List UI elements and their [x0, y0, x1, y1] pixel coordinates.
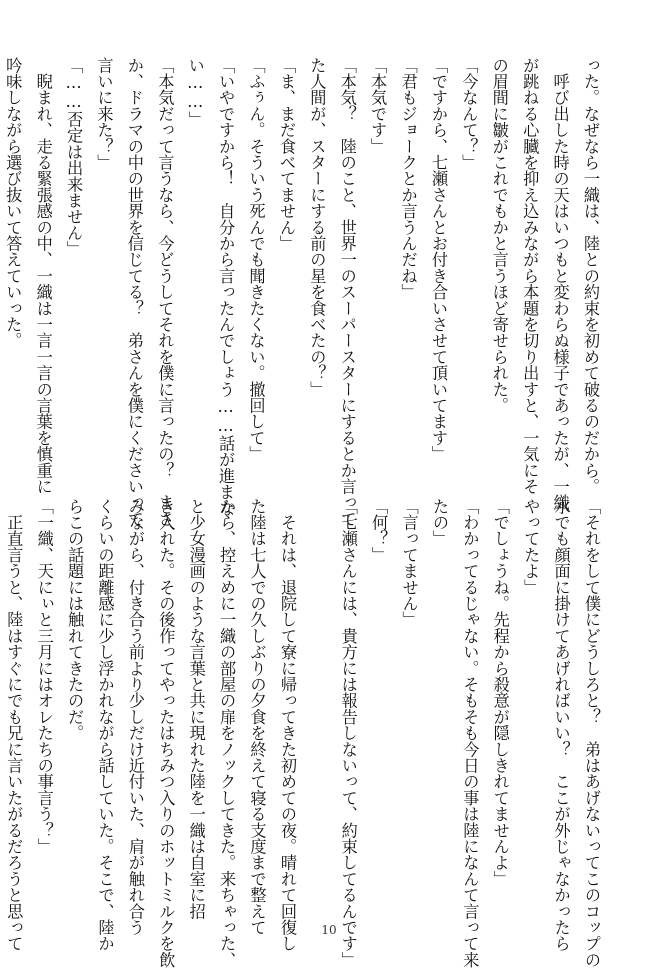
text-column: やってたよ」	[521, 498, 541, 596]
text-column: たの」	[429, 498, 449, 547]
text-column: みながら、付き合う前より少しだけ近付いた、肩が触れ合う	[125, 498, 145, 936]
upper-text-block	[3, 57, 605, 527]
text-column: が跳ねる心臓を抑え込みながら本題を切り出すと、一気にそ	[520, 57, 540, 495]
text-column: 「言ってません」	[399, 498, 419, 628]
text-column: 言いに来た？」	[94, 57, 114, 171]
text-column: 「それをして僕にどうしろと？ 弟はあげないってこのコップの	[582, 498, 601, 968]
text-column: 「本気？ 陸のこと、世界一のスーパースターにするとか言って	[337, 57, 357, 527]
text-column: 「いやですから！ 自分から言ったんでしょう……話が進まな	[216, 57, 236, 517]
text-column: の眉間に皺がこれでもかと言うほど寄せられた。	[489, 57, 509, 414]
text-column: 「今なんて？」	[459, 57, 479, 171]
text-column: 「本気だって言うなら、今どうしてそれを僕に言ったの？ まさ	[155, 57, 175, 527]
text-column: 「わかってるじゃない。そもそも今日の事は陸になんて言って来	[460, 498, 480, 968]
text-column: った。なぜなら一織は、陸との約束を初めて破るのだから。	[581, 57, 600, 495]
text-column: 「ふぅん。そういう死んでも聞きたくない。撤回して」	[246, 57, 266, 462]
text-column: 正直言うと、陸はすぐにでも兄に言いたがるだろうと思って	[4, 498, 24, 952]
text-column: 「ですから、七瀬さんとお付き合いさせて頂いてます」	[428, 57, 448, 462]
text-column: 「君もジョークとか言うんだね」	[398, 57, 418, 300]
text-column: と少女漫画のような言葉と共に現れた陸を一織は自室に招	[186, 498, 206, 920]
text-column: た陸は七人での久しぶりの夕食を終えて寝る支度まで整えて	[247, 498, 267, 936]
text-column	[302, 498, 332, 903]
text-column: た人間が、スターにする前の星を食べたの？」	[307, 57, 327, 398]
text-column: 「七瀬さんには、貴方には報告しないって、約束してるんです」	[338, 498, 358, 968]
text-column: い……」	[185, 57, 205, 128]
text-column: 「何？」	[369, 498, 389, 563]
text-column: から、控えめに一織の部屋の扉をノックしてきた。来ちゃった、	[217, 498, 237, 968]
text-column: 「一織、天にぃと三月にはオレたちの事言う？」	[34, 498, 54, 855]
text-column: 水でも顔面に掛けてあげればいい？ ここが外じゃなかったら	[551, 498, 571, 952]
text-column: くらいの距離感に少し浮かれながら話していた。そこで、陸か	[95, 498, 115, 952]
text-column: 睨まれ、走る緊張感の中、一織は一言一言の言葉を慎重に	[33, 57, 53, 495]
page-number: 10	[321, 923, 337, 937]
text-column: か、ドラマの中の世界を信じてる？ 弟さんを僕にくださいって	[124, 57, 144, 527]
text-column: 「……否定は出来ません」	[64, 57, 84, 257]
text-column: らこの話題には触れてきたのだ。	[65, 498, 85, 741]
text-column: 吟味しながら選び抜いて答えていった。	[3, 57, 23, 349]
text-column: 「ま、まだ食べてません」	[276, 57, 296, 252]
text-column: 「本気です」	[368, 57, 388, 155]
text-column: それは、退院して寮に帰ってきた初めての夜。晴れて回復し	[277, 498, 297, 952]
text-column: 「でしょうね。先程から殺意が隠しきれてませんよ」	[490, 498, 510, 887]
text-column: き入れた。その後作ってやったはちみつ入りのホットミルクを飲	[156, 498, 176, 968]
text-column: 呼び出した時の天はいつもと変わらぬ様子であったが、一織	[550, 57, 570, 511]
